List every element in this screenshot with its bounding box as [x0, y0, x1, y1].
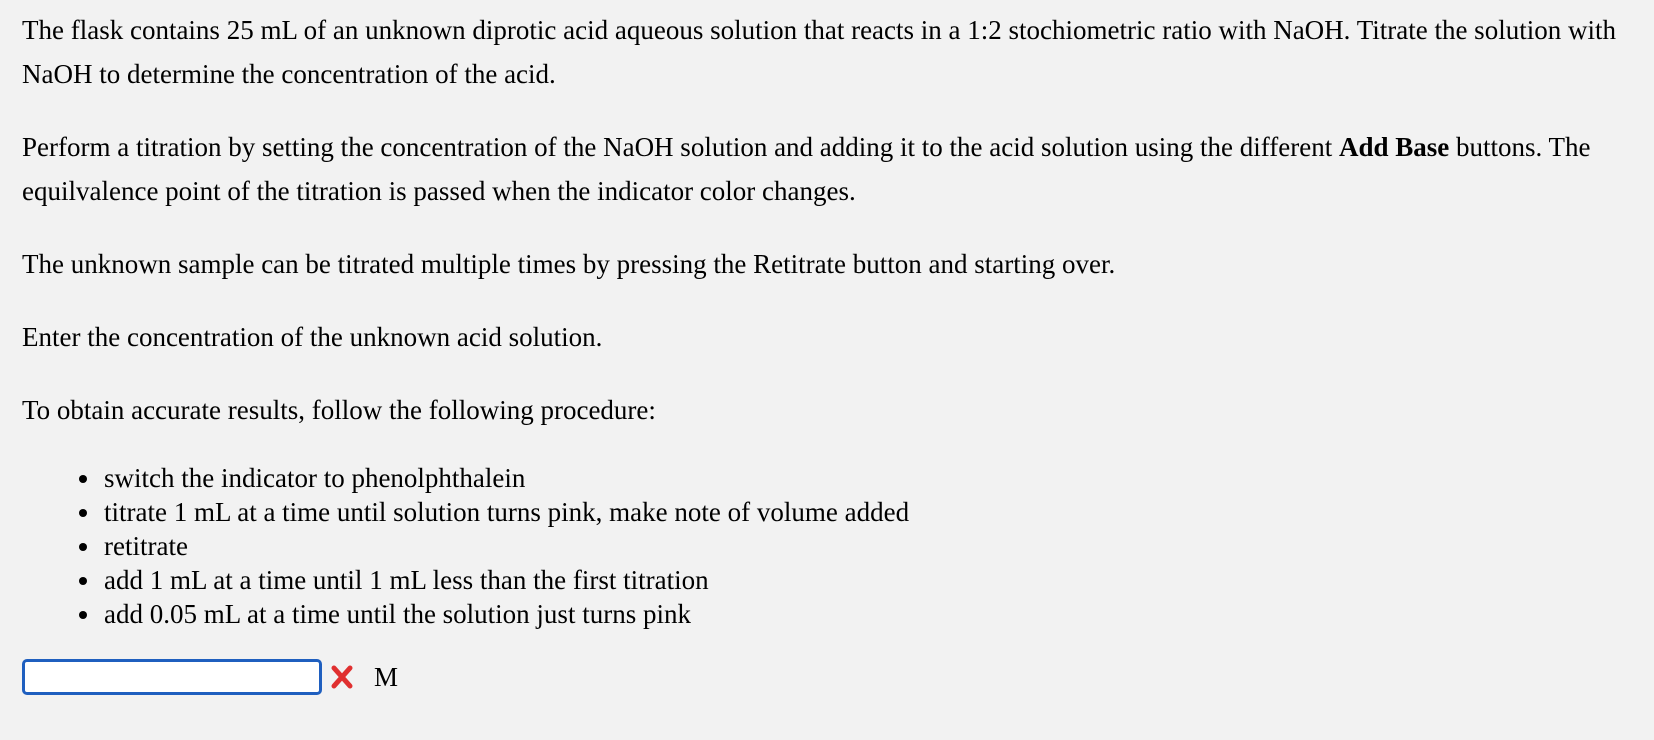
incorrect-x-icon — [328, 663, 356, 691]
intro-paragraph: The flask contains 25 mL of an unknown diprotic acid aqueous solution that reacts in a 1:2 stochiometric ratio with NaOH. Titrate the solution with NaOH to determine the concentration of the acid. — [22, 15, 1616, 89]
retitrate-paragraph: The unknown sample can be titrated multiple times by pressing the Retitrate button and starting over. — [22, 249, 1116, 279]
enter-concentration-paragraph: Enter the concentration of the unknown acid solution. — [22, 322, 603, 352]
instruction-text-before: Perform a titration by setting the concentration of the NaOH solution and adding it to the acid solution using the different — [22, 132, 1339, 162]
list-item: • add 1 mL at a time until 1 mL less than the first titration — [102, 563, 1630, 597]
procedure-list — [22, 461, 1630, 631]
concentration-input[interactable] — [22, 659, 322, 695]
list-item: • retitrate — [102, 529, 1630, 563]
add-base-emphasis: Add Base — [1338, 132, 1450, 162]
list-item: • titrate 1 mL at a time until solution turns pink, make note of volume added — [102, 495, 1630, 529]
instruction-text-after: buttons. The equilvalence point of the titration is passed when the indicator color changes. — [22, 132, 1591, 206]
list-item: • add 0.05 mL at a time until the solution just turns pink — [102, 597, 1630, 631]
answer-row — [22, 659, 1630, 695]
unit-label: M — [374, 661, 399, 692]
list-item: • switch the indicator to phenolphthalein — [102, 461, 1630, 495]
procedure-heading: To obtain accurate results, follow the following procedure: — [22, 395, 656, 425]
titration-instructions-paragraph — [22, 125, 1630, 213]
